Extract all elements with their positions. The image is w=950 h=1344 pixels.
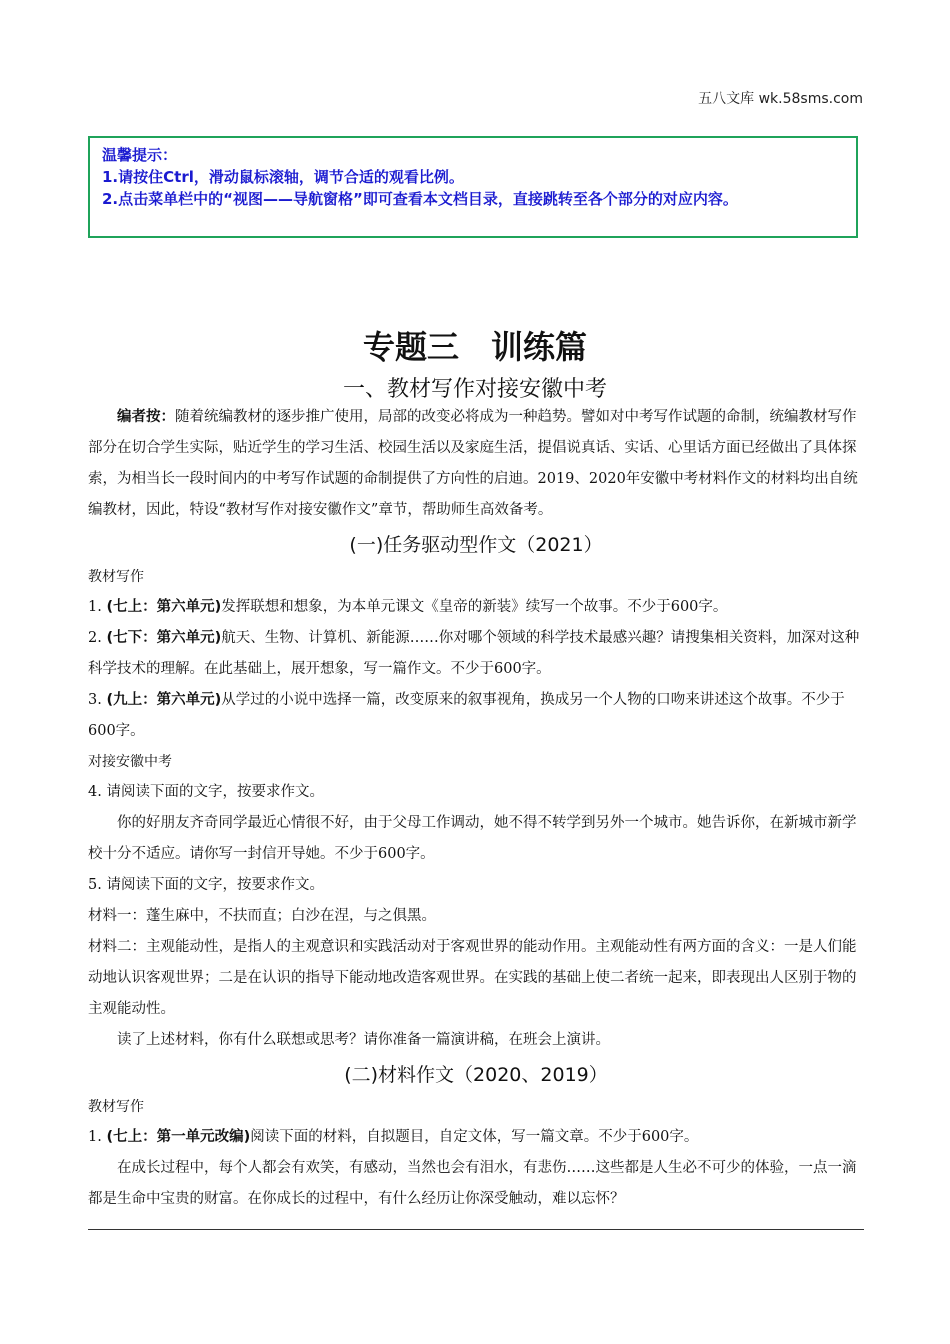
tip-title: 温馨提示： [102, 146, 178, 164]
question-tag: (七上：第六单元) [106, 599, 222, 615]
question-tag: (七上：第一单元改编) [106, 1129, 251, 1145]
question-tag: (九上：第六单元) [106, 692, 222, 708]
question-text: 发挥联想和想象，为本单元课文《皇帝的新装》续写一个故事。不少于600字。 [221, 599, 728, 615]
material-2: 材料二：主观能动性，是指人的主观意识和实践活动对于客观世界的能动作用。主观能动性有两方面的含义：一是人们能动地认识客观世界；二是在认识的指导下能动地改造客观世界。在实践的基础上使二者统一起来，即表现出人区别于物的主观能动性。 [88, 939, 857, 1017]
question-4-intro: 4. 请阅读下面的文字，按要求作文。 [88, 784, 324, 800]
question-text: 从学过的小说中选择一篇，改变原来的叙事视角，换成另一个人物的口吻来讲述这个故事。不少于600字。 [88, 692, 845, 739]
section-heading-1: (一)任务驱动型作文（2021） [349, 534, 603, 556]
question-5-intro: 5. 请阅读下面的文字，按要求作文。 [88, 877, 324, 893]
tip-line-1: 1.请按住Ctrl，滑动鼠标滚轴，调节合适的观看比例。 [102, 168, 464, 186]
question-text: 航天、生物、计算机、新能源……你对哪个领域的科学技术最感兴趣？请搜集相关资料，加深对这种科学技术的理解。在此基础上，展开想象，写一篇作文。不少于600字。 [88, 630, 860, 677]
site-header: 五八文库 wk.58sms.com [698, 91, 863, 107]
section2-question-1 [88, 1122, 864, 1153]
question-3 [88, 685, 864, 747]
section2-question-1-material: 在成长过程中，每个人都会有欢笑，有感动，当然也会有泪水，有悲伤……这些都是人生必不可少的体验，一点一滴都是生命中宝贵的财富。在你成长的过程中，有什么经历让你深受触动，难以忘怀？ [88, 1160, 857, 1207]
question-1 [88, 592, 864, 623]
question-2 [88, 623, 864, 685]
editor-note [88, 402, 864, 526]
page-title: 专题三 训练篇 [362, 328, 587, 366]
question-tag: (七下：第六单元) [106, 630, 222, 646]
document-body [88, 402, 864, 1215]
question-number: 2. [88, 630, 107, 646]
page-subtitle: 一、教材写作对接安徽中考 [342, 377, 607, 402]
question-text: 阅读下面的材料，自拟题目，自定文体，写一篇文章。不少于600字。 [250, 1129, 699, 1145]
tip-box [88, 136, 858, 238]
question-5-task: 读了上述材料，你有什么联想或思考？请你准备一篇演讲稿，在班会上演讲。 [117, 1032, 610, 1048]
editor-text: 随着统编教材的逐步推广使用，局部的改变必将成为一种趋势。譬如对中考写作试题的命制，统编教材写作部分在切合学生实际，贴近学生的学习生活、校园生活以及家庭生活，提倡说真话、实话、心里话方面已经做出了具体探索，为相当长一段时间内的中考写作试题的命制提供了方向性的启迪。2019、2020年安徽中考材料作文的材料均出自统编教材，因此，特设“教材写作对接安徽作文”章节，帮助师生高效备考。 [88, 409, 858, 518]
question-number: 1. [88, 1129, 107, 1145]
section1-label-textbook: 教材写作 [88, 569, 144, 585]
editor-label: 编者按： [117, 409, 175, 425]
question-number: 1. [88, 599, 107, 615]
tip-line-2: 2.点击菜单栏中的“视图——导航窗格”即可查看本文档目录，直接跳转至各个部分的对应内容。 [102, 190, 738, 208]
question-number: 3. [88, 692, 107, 708]
footer-divider [88, 1229, 864, 1230]
section2-label-textbook: 教材写作 [88, 1099, 144, 1115]
question-4-text: 你的好朋友齐奇同学最近心情很不好，由于父母工作调动，她不得不转学到另外一个城市。她告诉你，在新城市新学校十分不适应。请你写一封信开导她。不少于600字。 [88, 815, 857, 862]
section-heading-2: (二)材料作文（2020、2019） [344, 1064, 608, 1086]
section1-label-anhui: 对接安徽中考 [88, 754, 172, 770]
material-1: 材料一：蓬生麻中，不扶而直；白沙在涅，与之俱黑。 [88, 908, 436, 924]
